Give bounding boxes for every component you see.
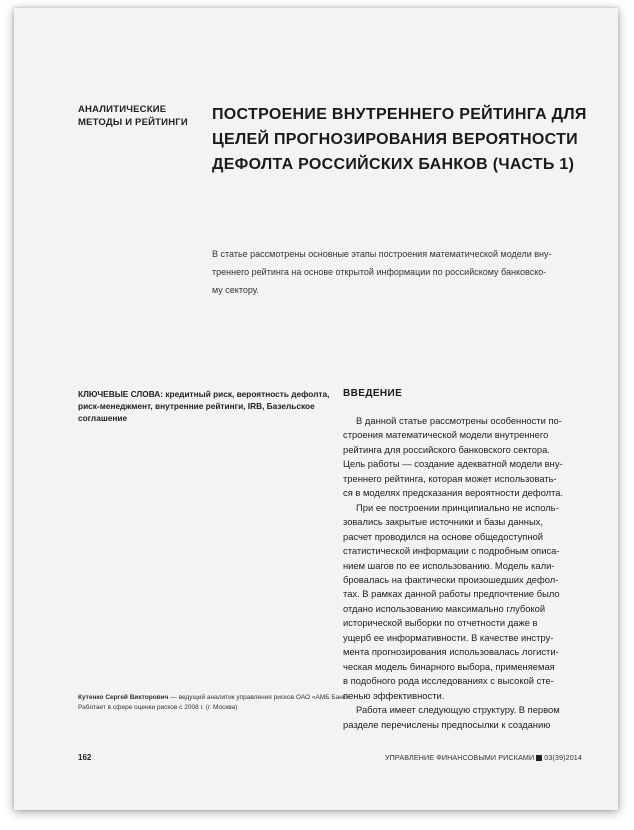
keywords-line: риск-менеджмент, внутренние рейтинги, IRB, Базельское [78,401,315,411]
abstract-line: В статье рассмотрены основные этапы построения математической модели вну- [212,249,552,259]
body-line: В данной статье рассмотрены особенности по- [343,415,562,426]
body-line: строения математической модели внутреннего [343,429,549,441]
title-line: ПОСТРОЕНИЕ ВНУТРЕННЕГО РЕЙТИНГА ДЛЯ [212,106,587,123]
body-line: отдано использованию максимально глубокой [343,602,546,614]
journal-footer [385,753,582,762]
author-line [78,693,352,703]
body-line: зовались закрытые источники и базы данных, [343,516,543,528]
body-line: бровалась на фактически произошедших дефол- [343,573,559,585]
body-line: ческая модель бинарного выбора, применяемая [343,660,555,672]
body-line: Цель работы — создание адекватной модели вну- [343,458,563,470]
journal-page [14,8,618,810]
body-text [343,414,607,732]
author-position: — ведущий аналитик управления рисков ОАО «АМБ Банк». [168,694,352,701]
body-line: треннего рейтинга, которая может использовать- [343,472,557,484]
body-line: пенью эффективности. [343,689,445,701]
body-line: исторической выборки по отчетности даже в [343,617,538,629]
body-line: в подобного рода исследованиях с высокой сте- [343,675,554,687]
title-line: ДЕФОЛТА РОССИЙСКИХ БАНКОВ (ЧАСТЬ 1) [212,156,575,173]
body-line: ся в моделях предсказания вероятности дефолта. [343,487,564,499]
section-tag [78,103,208,129]
author-line: Работает в сфере оценки рисков с 2008 г. (г. Москва) [78,704,238,711]
journal-issue: 03(39)2014 [544,753,582,762]
body-line: тах. В рамках данной работы предпочтение было [343,588,560,600]
body-line: расчет проводился на основе общедоступной [343,530,543,542]
body-line: мента прогнозирования использовалась логисти- [343,646,559,658]
body-line: статистической информации с подробным описа- [343,545,560,557]
title-line: ЦЕЛЕЙ ПРОГНОЗИРОВАНИЯ ВЕРОЯТНОСТИ [212,131,578,148]
body-line: При ее построении принципиально не исполь- [343,501,559,513]
section-tag-line: АНАЛИТИЧЕСКИЕ [78,104,167,115]
author-name: Кутенко Сергей Викторович [78,694,169,701]
page-number: 162 [78,753,92,762]
body-line: разделе перечислены предпосылки к созданию [343,718,551,730]
body-line: ущерб ее информативности. В качестве инстру- [343,631,554,643]
keywords [78,388,330,424]
body-line: Работа имеет следующую структуру. В первом [343,704,560,716]
intro-heading: ВВЕДЕНИЕ [343,388,403,399]
body-line: нием шагов по ее использованию. Модель кали- [343,559,555,571]
section-tag-line: МЕТОДЫ И РЕЙТИНГИ [78,117,188,128]
keywords-line: соглашение [78,413,128,423]
author-info [78,693,352,713]
body-line: рейтинга для российского банковского сектора. [343,443,550,455]
article-title [212,102,602,177]
square-separator-icon [536,755,542,761]
keywords-line: КЛЮЧЕВЫЕ СЛОВА: кредитный риск, вероятность дефолта, [78,389,330,399]
abstract-line: му сектору. [212,285,259,295]
journal-name: УПРАВЛЕНИЕ ФИНАНСОВЫМИ РИСКАМИ [384,753,535,762]
abstract-line: треннего рейтинга на основе открытой информации по российскому банковско- [212,267,547,277]
abstract [212,245,602,299]
